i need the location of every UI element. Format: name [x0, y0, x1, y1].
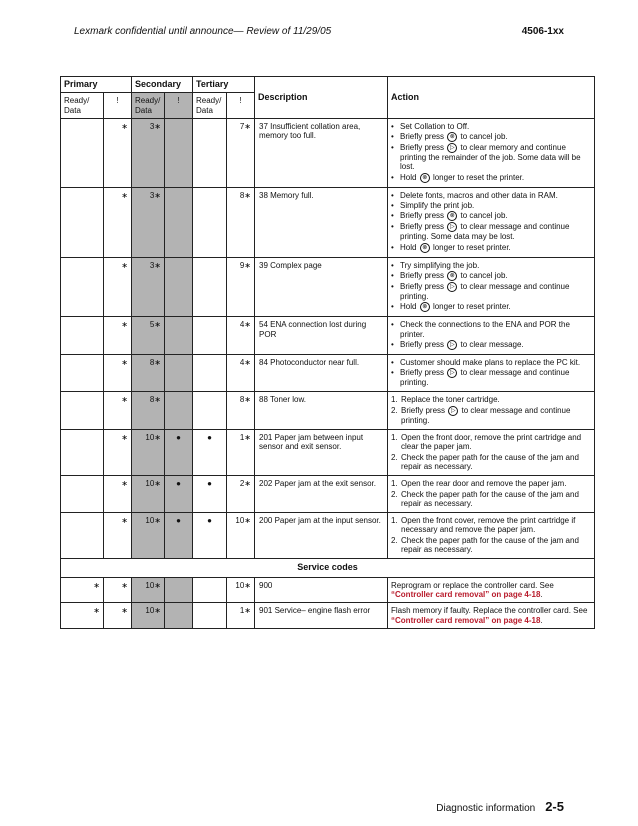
primary-bang-cell: ∗ [104, 257, 132, 317]
primary-ready-cell [61, 257, 104, 317]
action-step [391, 406, 591, 425]
tertiary-ready-cell [193, 257, 227, 317]
page-footer [436, 799, 564, 814]
step-text: Set Collation to Off. [400, 121, 470, 131]
go-button-icon: ▷ [447, 340, 457, 350]
secondary-bang-cell [165, 603, 193, 629]
stop-button-icon: ⊗ [420, 243, 430, 253]
primary-ready-cell [61, 118, 104, 187]
go-button-icon: ▷ [447, 222, 457, 232]
action-tail: . [540, 589, 543, 599]
secondary-ready-cell: 3∗ [132, 187, 165, 257]
secondary-bang-cell: ● [165, 476, 193, 513]
step-text: longer to reset printer. [432, 242, 511, 252]
action-step [391, 271, 591, 281]
secondary-bang-cell [165, 118, 193, 187]
step-text: Delete fonts, macros and other data in RAM. [400, 190, 558, 200]
primary-bang-cell: ∗ [104, 317, 132, 355]
error-code-table [60, 76, 595, 629]
step-text: to clear message. [460, 339, 524, 349]
primary-ready-cell [61, 392, 104, 430]
primary-ready-data: Ready/ Data [61, 93, 104, 119]
primary-ready-cell [61, 430, 104, 476]
step-number: 2. [391, 535, 398, 545]
action-step [391, 433, 591, 452]
action-cell [388, 354, 595, 392]
primary-bang-cell: ∗ [104, 118, 132, 187]
action-cell [388, 603, 595, 629]
secondary-ready-cell: 8∗ [132, 392, 165, 430]
action-step [391, 536, 591, 555]
secondary-bang-cell [165, 354, 193, 392]
secondary-bang-cell [165, 187, 193, 257]
step-text: Briefly press [400, 368, 445, 378]
action-cell [388, 577, 595, 603]
tertiary-ready-cell [193, 354, 227, 392]
primary-ready-cell [61, 187, 104, 257]
table-row [61, 476, 595, 513]
description-cell: 202 Paper jam at the exit sensor. [255, 476, 388, 513]
primary-ready-cell [61, 317, 104, 355]
step-text: longer to reset the printer. [432, 172, 525, 182]
numbered-steps [391, 433, 591, 471]
step-text: Simplify the print job. [400, 201, 475, 211]
action-step [391, 358, 591, 367]
action-cell [388, 118, 595, 187]
step-text: Check the connections to the ENA and POR the printer. [400, 320, 570, 339]
tertiary-bang-cell: 8∗ [227, 187, 255, 257]
secondary-ready-cell: 10∗ [132, 603, 165, 629]
tertiary-ready-cell [193, 603, 227, 629]
numbered-steps [391, 395, 591, 425]
primary-bang-cell: ∗ [104, 603, 132, 629]
tertiary-bang-cell: 10∗ [227, 513, 255, 559]
page-number: 2-5 [545, 799, 564, 814]
tertiary-ready-cell: ● [193, 476, 227, 513]
step-text: Briefly press [400, 339, 445, 349]
tertiary-bang-cell: 4∗ [227, 317, 255, 355]
secondary-ready-cell: 5∗ [132, 317, 165, 355]
secondary-bang-cell [165, 257, 193, 317]
secondary-ready-cell: 10∗ [132, 476, 165, 513]
numbered-steps [391, 479, 591, 508]
col-secondary: Secondary [132, 77, 193, 93]
step-text: to clear memory and continue printing the remainder of the job. Some data will be lost. [400, 143, 581, 172]
primary-bang-cell: ∗ [104, 392, 132, 430]
stop-button-icon: ⊗ [447, 211, 457, 221]
step-text: Briefly press [400, 132, 445, 142]
action-step [391, 490, 591, 509]
step-text: to cancel job. [460, 132, 508, 142]
tertiary-ready-cell: ● [193, 513, 227, 559]
step-number: 2. [391, 452, 398, 462]
tertiary-ready-cell [193, 577, 227, 603]
table-row [61, 513, 595, 559]
tertiary-ready-cell [193, 317, 227, 355]
step-text: Hold [400, 242, 417, 252]
service-row [61, 577, 595, 603]
action-step [391, 479, 591, 488]
table-row [61, 392, 595, 430]
step-text: Briefly press [400, 211, 445, 221]
action-cell [388, 392, 595, 430]
action-cell [388, 257, 595, 317]
step-text: to cancel job. [460, 211, 508, 221]
action-step [391, 243, 591, 253]
step-number: 1. [391, 395, 398, 405]
table-row [61, 317, 595, 355]
action-step [391, 282, 591, 301]
table-header-row [61, 77, 595, 93]
description-cell: 900 [255, 577, 388, 603]
tertiary-bang-cell: 1∗ [227, 430, 255, 476]
action-step [391, 340, 591, 350]
secondary-ready-cell: 3∗ [132, 257, 165, 317]
tertiary-ready-cell [193, 392, 227, 430]
tertiary-ready-cell [193, 118, 227, 187]
footer-section: Diagnostic information [436, 803, 536, 814]
secondary-ready-cell: 10∗ [132, 430, 165, 476]
action-step [391, 173, 591, 183]
action-step [391, 453, 591, 472]
secondary-bang-cell: ● [165, 430, 193, 476]
tertiary-bang: ! [227, 93, 255, 119]
model-number: 4506-1xx [521, 26, 564, 37]
description-cell: 84 Photoconductor near full. [255, 354, 388, 392]
step-text: to clear message and continue printing. Some data may be lost. [400, 222, 570, 242]
tertiary-bang-cell: 10∗ [227, 577, 255, 603]
tertiary-ready-data: Ready/ Data [193, 93, 227, 119]
action-cell [388, 476, 595, 513]
primary-ready-cell: ∗ [61, 603, 104, 629]
step-text: Hold [400, 172, 417, 182]
bullet-steps [391, 122, 591, 183]
action-step [391, 191, 591, 200]
action-cell [388, 513, 595, 559]
description-cell: 901 Service– engine flash error [255, 603, 388, 629]
numbered-steps [391, 516, 591, 554]
description-cell: 54 ENA connection lost during POR [255, 317, 388, 355]
action-step [391, 302, 591, 312]
tertiary-bang-cell: 8∗ [227, 392, 255, 430]
secondary-ready-cell: 8∗ [132, 354, 165, 392]
table-row [61, 354, 595, 392]
description-cell: 200 Paper jam at the input sensor. [255, 513, 388, 559]
stop-button-icon: ⊗ [420, 302, 430, 312]
description-cell: 88 Toner low. [255, 392, 388, 430]
table-row [61, 118, 595, 187]
step-text: longer to reset printer. [432, 302, 511, 312]
action-step [391, 143, 591, 172]
primary-ready-cell [61, 513, 104, 559]
col-description: Description [255, 77, 388, 119]
tertiary-ready-cell: ● [193, 430, 227, 476]
action-step [391, 395, 591, 404]
description-cell: 37 Insufficient collation area, memory too full. [255, 118, 388, 187]
step-text: to clear message and continue printing. [400, 368, 570, 388]
bullet-steps [391, 191, 591, 253]
action-cell [388, 430, 595, 476]
step-text: Briefly press [400, 143, 445, 153]
step-number: 1. [391, 479, 398, 489]
step-text: Replace the toner cartridge. [401, 395, 500, 405]
secondary-bang-cell: ● [165, 513, 193, 559]
action-step [391, 201, 591, 210]
secondary-bang-cell [165, 392, 193, 430]
confidential-note: Lexmark confidential until announce— Review of 11/29/05 [74, 26, 332, 37]
stop-button-icon: ⊗ [420, 173, 430, 183]
step-number: 1. [391, 433, 398, 443]
secondary-ready-cell: 3∗ [132, 118, 165, 187]
stop-button-icon: ⊗ [447, 132, 457, 142]
action-step [391, 320, 591, 339]
primary-bang: ! [104, 93, 132, 119]
secondary-bang: ! [165, 93, 193, 119]
step-text: Briefly press [400, 271, 445, 281]
tertiary-ready-cell [193, 187, 227, 257]
tertiary-bang-cell: 9∗ [227, 257, 255, 317]
action-step [391, 132, 591, 142]
step-text: to clear message and continue printing. [400, 282, 570, 301]
secondary-ready-cell: 10∗ [132, 513, 165, 559]
description-cell: 201 Paper jam between input sensor and exit sensor. [255, 430, 388, 476]
table-row [61, 430, 595, 476]
tertiary-bang-cell: 1∗ [227, 603, 255, 629]
step-text: Open the front cover, remove the print cartridge if necessary and remove the paper jam. [401, 516, 576, 535]
secondary-bang-cell [165, 317, 193, 355]
primary-bang-cell: ∗ [104, 430, 132, 476]
primary-bang-cell: ∗ [104, 577, 132, 603]
primary-bang-cell: ∗ [104, 354, 132, 392]
bullet-steps [391, 320, 591, 350]
secondary-bang-cell [165, 577, 193, 603]
col-action: Action [388, 77, 595, 119]
action-text: Flash memory if faulty. Replace the controller card. See [391, 606, 588, 616]
action-step [391, 122, 591, 131]
secondary-ready-cell: 10∗ [132, 577, 165, 603]
step-text: Check the paper path for the cause of the jam and repair as necessary. [401, 452, 579, 471]
action-step [391, 516, 591, 535]
step-text: Try simplifying the job. [400, 260, 480, 270]
primary-bang-cell: ∗ [104, 476, 132, 513]
tertiary-bang-cell: 2∗ [227, 476, 255, 513]
action-step [391, 211, 591, 221]
table-row [61, 257, 595, 317]
service-codes-header-row [61, 559, 595, 577]
controller-card-removal-link[interactable]: “Controller card removal” on page 4-18 [391, 589, 541, 599]
step-text: Briefly press [400, 222, 445, 232]
step-text: Open the rear door and remove the paper jam. [401, 479, 567, 489]
action-step [391, 222, 591, 241]
step-number: 1. [391, 516, 398, 526]
step-text: to clear message and continue printing. [401, 405, 571, 425]
step-text: Check the paper path for the cause of the jam and repair as necessary. [401, 489, 579, 508]
action-cell [388, 187, 595, 257]
col-primary: Primary [61, 77, 132, 93]
action-text: Reprogram or replace the controller card. See [391, 580, 554, 590]
primary-ready-cell: ∗ [61, 577, 104, 603]
primary-ready-cell [61, 476, 104, 513]
table-row [61, 187, 595, 257]
action-step [391, 261, 591, 270]
tertiary-bang-cell: 7∗ [227, 118, 255, 187]
description-cell: 38 Memory full. [255, 187, 388, 257]
action-tail: . [540, 615, 543, 625]
step-number: 2. [391, 405, 398, 415]
stop-button-icon: ⊗ [447, 271, 457, 281]
step-text: Check the paper path for the cause of the jam and repair as necessary. [401, 535, 579, 555]
description-cell: 39 Complex page [255, 257, 388, 317]
primary-bang-cell: ∗ [104, 187, 132, 257]
action-step [391, 368, 591, 387]
primary-ready-cell [61, 354, 104, 392]
step-number: 2. [391, 489, 398, 499]
service-codes-heading: Service codes [61, 559, 595, 577]
primary-bang-cell: ∗ [104, 513, 132, 559]
step-text: Briefly press [400, 282, 445, 292]
go-button-icon: ▷ [448, 406, 458, 416]
step-text: Briefly press [401, 405, 446, 415]
step-text: Hold [400, 302, 417, 312]
secondary-ready-data: Ready/ Data [132, 93, 165, 119]
tertiary-bang-cell: 4∗ [227, 354, 255, 392]
controller-card-removal-link[interactable]: “Controller card removal” on page 4-18 [391, 615, 541, 625]
col-tertiary: Tertiary [193, 77, 255, 93]
go-button-icon: ▷ [447, 368, 457, 378]
go-button-icon: ▷ [447, 143, 457, 153]
action-cell [388, 317, 595, 355]
bullet-steps [391, 358, 591, 388]
bullet-steps [391, 261, 591, 313]
step-text: Open the front door, remove the print cartridge and clear the paper jam. [401, 433, 582, 452]
step-text: Customer should make plans to replace the PC kit. [400, 357, 581, 367]
page-header [74, 26, 564, 40]
go-button-icon: ▷ [447, 282, 457, 292]
service-row [61, 603, 595, 629]
step-text: to cancel job. [460, 271, 508, 281]
